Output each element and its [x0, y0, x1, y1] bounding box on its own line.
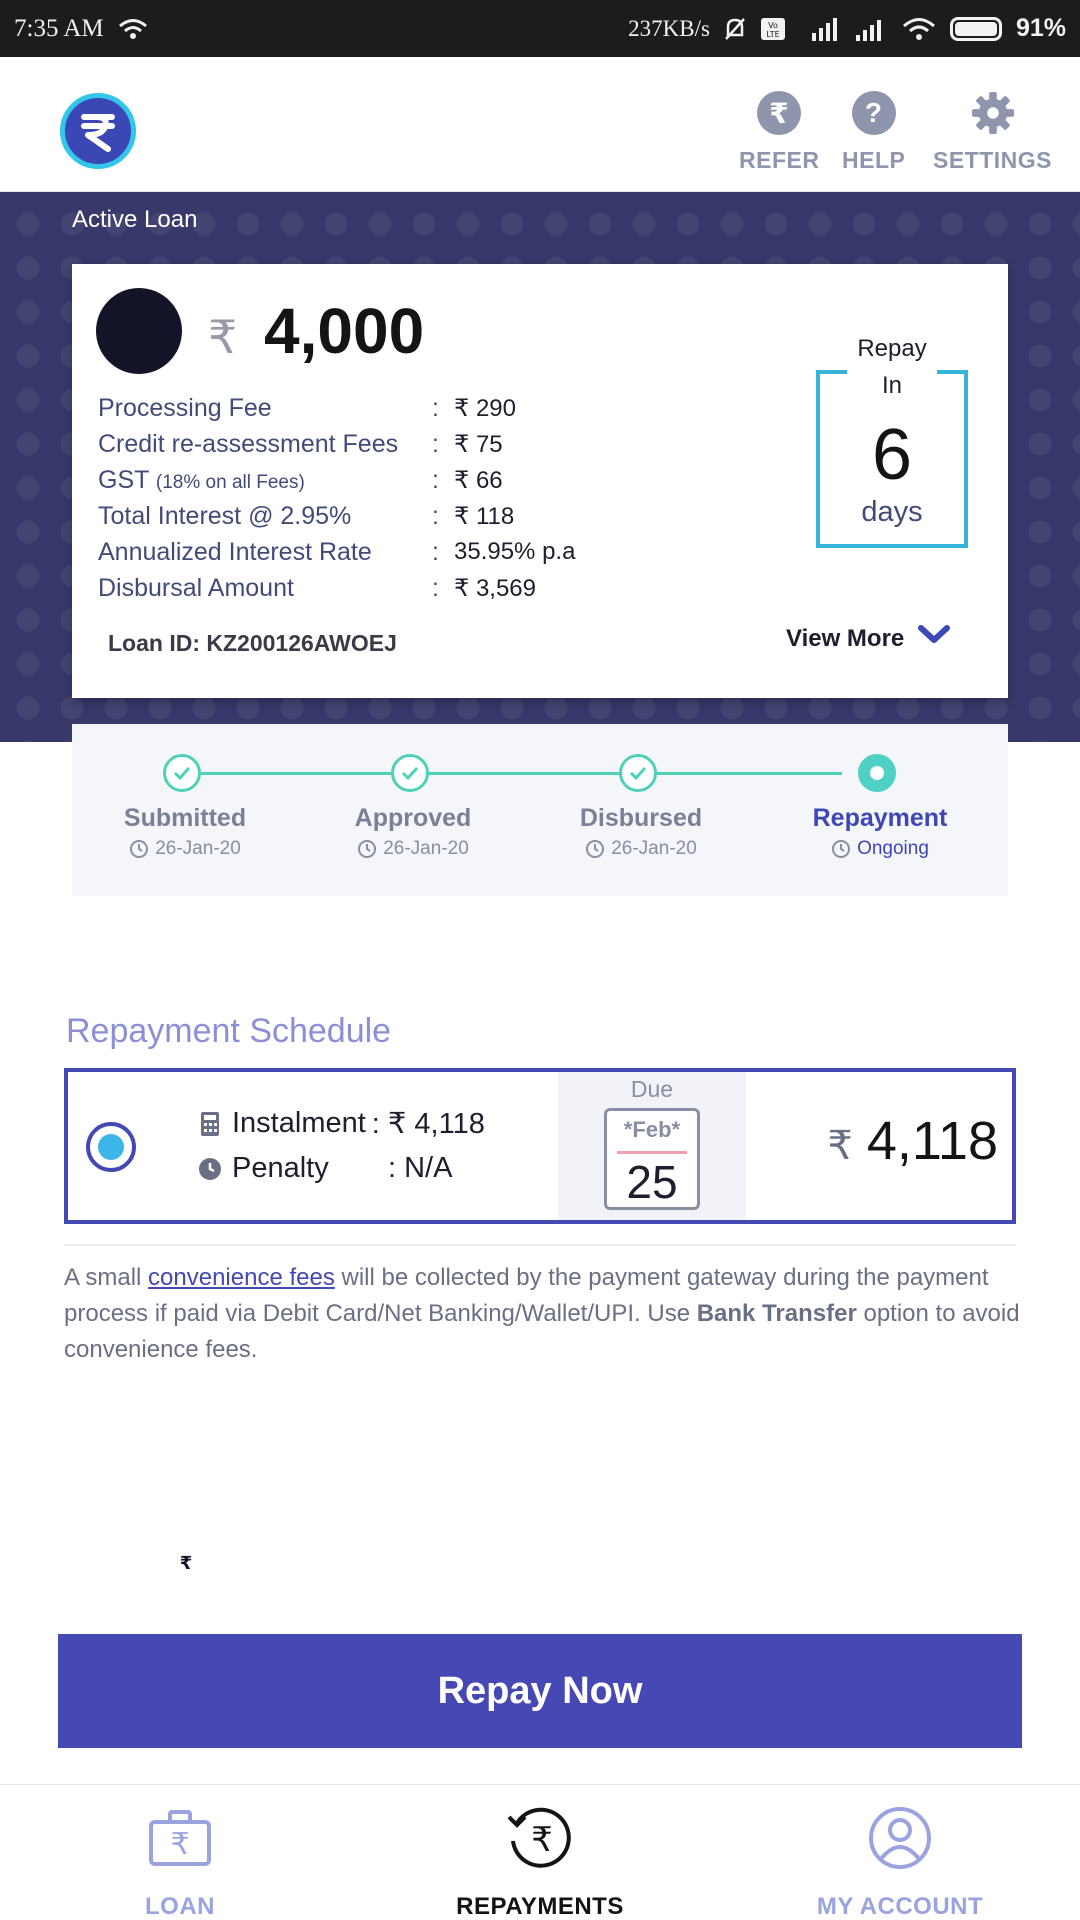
wifi-icon-2: [902, 17, 936, 41]
fee-row: GST (18% on all Fees) : ₹ 66: [98, 465, 503, 494]
battery-icon: [950, 17, 1002, 41]
step-approved-label: Approved: [354, 804, 472, 832]
repayment-schedule-title: Repayment Schedule: [66, 1012, 392, 1050]
network-speed: 237KB/s: [628, 15, 710, 41]
nav-my-account-label: MY ACCOUNT: [816, 1893, 984, 1920]
fee-value: ₹ 118: [454, 502, 515, 530]
step-repayment-date: Ongoing: [780, 838, 980, 860]
calendar-icon: [604, 1108, 700, 1210]
svg-text:Vo: Vo: [768, 20, 778, 30]
amount-currency: ₹: [208, 311, 238, 363]
fee-row: Annualized Interest Rate : 35.95% p.a: [98, 537, 576, 566]
instalment-currency: ₹: [827, 1124, 853, 1168]
step-repayment-label: Repayment: [812, 804, 948, 832]
fee-label: Total Interest @ 2.95%: [98, 501, 352, 530]
signal-icon: [854, 17, 888, 41]
step-disbursed-date: 26-Jan-20: [541, 838, 741, 860]
signal-4g-icon: [800, 17, 840, 41]
divider: [64, 1244, 1016, 1246]
user-account-icon: [867, 1803, 933, 1873]
repay-days-count: 6: [871, 415, 913, 495]
nav-repayments-label: REPAYMENTS: [456, 1893, 624, 1920]
cash-icon: ₹: [96, 288, 182, 374]
question-circle-icon: ?: [852, 91, 896, 135]
instalment-total: 4,118: [866, 1111, 998, 1171]
loan-briefcase-icon: [148, 1803, 212, 1873]
repay-now-button[interactable]: Repay Now: [58, 1634, 1022, 1748]
rupee-circle-icon: ₹: [757, 91, 801, 135]
fee-value: ₹ 290: [454, 394, 516, 422]
volte-icon: [760, 17, 786, 41]
view-more-button[interactable]: [786, 624, 950, 653]
repay-days-unit: days: [861, 496, 923, 528]
step-disbursed-label: Disbursed: [579, 804, 703, 832]
repay-in-label: Repay In: [816, 330, 968, 404]
app-header: [0, 57, 1080, 192]
clock-icon: [198, 1157, 222, 1181]
svg-text:₹: ₹: [170, 1827, 190, 1862]
fee-list: [98, 390, 658, 606]
instalment-amount: [827, 1110, 998, 1172]
fee-row: Total Interest @ 2.95% : ₹ 118: [98, 501, 515, 530]
step-check-icon: [619, 754, 657, 792]
loan-amount: 4,000: [264, 295, 425, 367]
settings-button[interactable]: [933, 91, 1052, 174]
fee-value: ₹ 66: [454, 466, 503, 494]
instalment-value: : ₹ 4,118: [371, 1108, 485, 1140]
nav-loan[interactable]: [50, 1803, 310, 1920]
fee-label: GST (18% on all Fees): [98, 465, 305, 494]
refer-button[interactable]: [739, 91, 819, 174]
due-day: 25: [626, 1156, 678, 1208]
fee-row: Credit re-assessment Fees : ₹ 75: [98, 429, 503, 458]
step-approved-date: 26-Jan-20: [313, 838, 513, 860]
repayments-cycle-icon: [505, 1803, 575, 1873]
fee-row: Disbursal Amount : ₹ 3,569: [98, 573, 536, 602]
wifi-icon: [118, 18, 148, 40]
progress-line: [182, 772, 842, 775]
svg-text:₹: ₹: [531, 1820, 553, 1860]
mute-bell-icon: [724, 17, 746, 41]
active-loan-title: Active Loan: [72, 206, 198, 233]
step-check-icon: [391, 754, 429, 792]
fee-value: 35.95% p.a: [454, 538, 576, 565]
clock-icon: [129, 839, 149, 859]
nav-repayments[interactable]: [410, 1803, 670, 1920]
instalment-card[interactable]: [64, 1068, 1016, 1224]
bottom-navigation: [0, 1784, 1080, 1920]
fee-row: Processing Fee : ₹ 290: [98, 393, 516, 422]
clock-icon: [585, 839, 605, 859]
calculator-icon: [198, 1111, 222, 1137]
fee-note: (18% on all Fees): [155, 471, 305, 493]
nav-loan-label: LOAN: [145, 1893, 215, 1920]
gear-icon: [971, 91, 1015, 135]
due-label: Due: [630, 1076, 674, 1102]
clock-icon: [357, 839, 377, 859]
chevron-down-icon: [918, 624, 950, 653]
status-bar: [0, 0, 1080, 57]
fee-label: Credit re-assessment Fees: [98, 429, 399, 458]
convenience-fees-link[interactable]: convenience fees: [148, 1264, 335, 1291]
fee-label: Annualized Interest Rate: [98, 537, 372, 566]
rupee-logo-icon[interactable]: [60, 93, 136, 169]
status-time: 7:35 AM: [14, 14, 104, 42]
fee-label: Processing Fee: [98, 393, 272, 422]
bank-transfer-text: Bank Transfer: [696, 1300, 857, 1327]
penalty-row: [198, 1152, 452, 1185]
fee-value: ₹ 75: [454, 430, 503, 458]
due-month: *Feb*: [623, 1117, 681, 1142]
help-label: HELP: [842, 147, 906, 173]
penalty-value: : N/A: [388, 1152, 453, 1184]
loan-progress-tracker: [72, 724, 1008, 896]
view-more-label: View More: [786, 624, 905, 652]
instalment-radio[interactable]: [86, 1122, 136, 1172]
settings-label: SETTINGS: [933, 147, 1053, 173]
instalment-row: [198, 1106, 485, 1141]
instalment-label: Instalment: [232, 1107, 366, 1139]
step-submitted-date: 26-Jan-20: [85, 838, 285, 860]
step-active-icon: [858, 754, 896, 792]
help-button[interactable]: [842, 91, 905, 174]
loan-id: Loan ID: KZ200126AWOEJ: [108, 630, 397, 656]
battery-percent: 91%: [1015, 14, 1066, 42]
nav-my-account[interactable]: [770, 1803, 1030, 1920]
convenience-fee-note: A small convenience fees will be collected by the payment gateway during the payment process if paid via Debit Card/Net Banking/Wallet/UPI. Use Bank Transfer option to avoid convenience fees.: [64, 1264, 1020, 1363]
step-check-icon: [163, 754, 201, 792]
refer-label: REFER: [739, 147, 820, 173]
step-submitted-label: Submitted: [123, 804, 247, 832]
fee-value: ₹ 3,569: [454, 574, 536, 602]
clock-icon: [831, 839, 851, 859]
fee-label: Disbursal Amount: [98, 573, 294, 602]
penalty-label: Penalty: [232, 1152, 329, 1184]
due-date-panel: [558, 1072, 746, 1220]
svg-text:LTE: LTE: [766, 29, 780, 39]
